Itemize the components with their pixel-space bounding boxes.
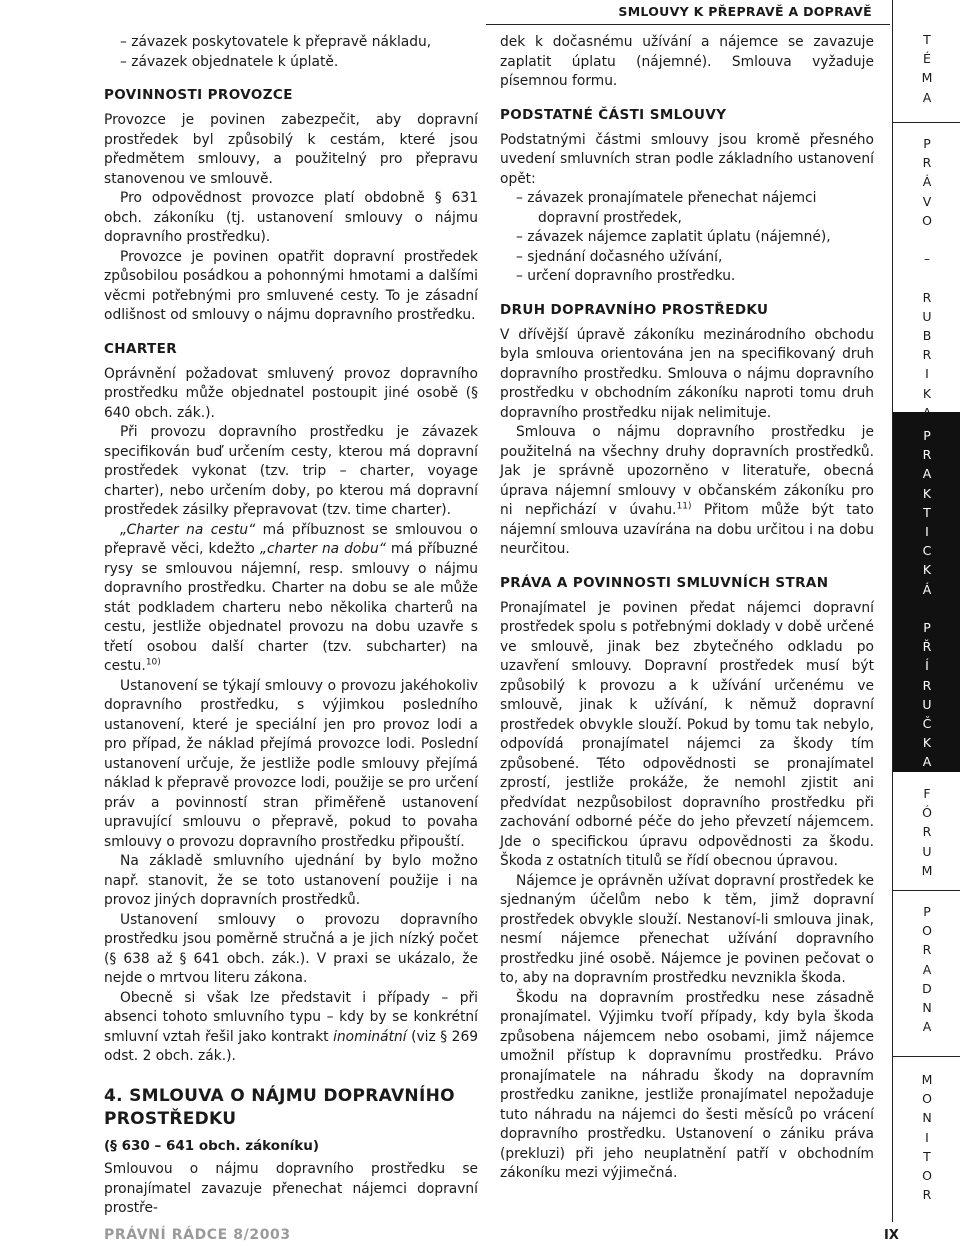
sidebar-divider [893, 1056, 960, 1057]
paragraph: Podstatnými částmi smlouvy jsou kromě přesného uvedení smluvních stran podle základního ustanovení opět: [500, 131, 874, 187]
sidebar-letter: N [922, 1000, 932, 1016]
footer-publication: PRÁVNÍ RÁDCE 8/2003 [104, 1227, 291, 1243]
sidebar-letter: M [921, 1072, 933, 1087]
sidebar-letter: T [923, 32, 931, 47]
sidebar-letter: K [922, 735, 932, 751]
footnote-ref: 10) [145, 657, 161, 668]
sidebar-letter: O [922, 923, 932, 939]
right-column [500, 33, 874, 1184]
sidebar-letter: K [922, 562, 932, 578]
sidebar-letter [925, 268, 929, 287]
paragraph [104, 521, 478, 677]
sidebar-item-forum[interactable] [893, 784, 960, 880]
heading-charter: CHARTER [104, 340, 178, 357]
sidebar-letter: Á [922, 581, 932, 597]
sidebar-letter: R [922, 289, 932, 305]
sidebar-letter: T [923, 1148, 931, 1164]
sidebar-letter: R [922, 155, 932, 171]
essentials-list [500, 189, 874, 287]
italic-term: inominátní [333, 1028, 407, 1045]
sidebar-letter [925, 230, 929, 249]
sidebar-letter: T [923, 504, 931, 520]
sidebar-letter: I [925, 524, 929, 540]
sidebar-letter: O [922, 1168, 932, 1184]
sidebar-letter: Á [922, 174, 932, 190]
sidebar-letter: C [922, 543, 932, 559]
sidebar-letter: U [922, 843, 932, 859]
list-item: – závazek poskytovatele k přepravě nákladu, [104, 33, 478, 53]
list-item: – určení dopravního prostředku. [500, 267, 874, 287]
section-sidebar [892, 0, 960, 1222]
page-number: IX [884, 1228, 899, 1243]
heading-podstatne-casti: PODSTATNÉ ČÁSTI SMLOUVY [500, 106, 727, 123]
sidebar-letter: O [922, 212, 932, 228]
header-rule [486, 24, 890, 25]
sidebar-divider [893, 890, 960, 891]
sidebar-letter: K [922, 485, 932, 501]
list-item: – závazek nájemce zaplatit úplatu (nájemné), [500, 228, 874, 248]
sidebar-letter: P [923, 904, 931, 919]
sidebar-letter: P [923, 620, 931, 636]
paragraph: Smlouvou o nájmu dopravního prostředku se pronajímatel zavazuje přenechat nájemci dopravní prostře- [104, 1161, 478, 1216]
sidebar-letter: I [925, 1129, 929, 1145]
sidebar-letter: I [925, 366, 929, 382]
sidebar-item-monitor[interactable] [893, 1070, 960, 1204]
paragraph: Pronajímatel je povinen předat nájemci dopravní prostředek spolu s potřebnými doklady v době určené ve smlouvě, jinak bez zbytečného odkladu po uzavření smlouvy. Dopravní prostředek musí být způsobilý k provozu a k užívání určenému ve smlouvě, jinak k užívání, k němuž dopravní prostředek obvykle slouží. Pokud by tomu tak nebylo, odpovídá pronajímatel nájemci za škody tím způsobené. Této odpovědnosti se pronajímatel zprostí, jestliže prokáže, že nemohl zjistit ani předvídat nezpůsobilost dopravního prostředku při zachování odborné péče do jeho převzetí nájemcem. Jde o specifickou úpravu odpovědnosti za škodu. Škoda z ostatních titulů se řídí obecnou úpravou. [500, 599, 874, 869]
list-item: – závazek objednatele k úplatě. [104, 53, 478, 73]
paragraph: dek k dočasnému užívání a nájemce se zavazuje zaplatit úplatu (nájemné). Smlouva vyžaduje písemnou formu. [500, 34, 874, 89]
text-run: Přitom může být tato nájemní smlouva uzavírána na dobu určitou i na dobu neurčitou. [500, 502, 874, 557]
paragraph: V dřívější úpravě zákoníku mezinárodního obchodu byla smlouva orientována jen na specifikovaný druh dopravního prostředku. Smlouva o nájmu dopravního prostředku v obchodním zákoníku naproti tomu druh dopravního prostředku nijak nelimituje. [500, 326, 874, 421]
paragraph: Při provozu dopravního prostředku je závazek specifikován buď určením cesty, kterou má dopravní prostředek vykonat (tzv. trip – charter, voyage charter), nebo určením doby, po kterou má dopravní prostředek zásilky přepravovat (tzv. time charter). [104, 424, 478, 518]
heading-povinnosti-provozce: POVINNOSTI PROVOZCE [104, 87, 293, 103]
sidebar-letter: A [922, 1019, 932, 1035]
page-header [0, 0, 890, 26]
sidebar-letter: U [922, 308, 932, 324]
text-run: má příbuzné rysy se smlouvou nájemní, resp. smlouvy o nájmu dopravního prostředku. Charter na dobu se ale může stát podkladem charteru nebo několika charterů na cestu, jestliže objednatel provozu na dobu uzavře s třetí osobou další charter (tzv. subcharter) na cestu. [104, 541, 478, 674]
sidebar-item-tema[interactable] [893, 30, 960, 107]
paragraph: Ustanovení se týkají smlouvy o provozu jakéhokoliv dopravního prostředku, s výjimkou posledního ustanovení, které je speciální jen pro provoz lodi a pro případ, že náklad přejímá provozce lodi. Poslední ustanovení určuje, že jestliže podle smlouvy přejímá náklad k přepravě provozce lodi, použije se pro určení práv a povinností stran přiměřeně ustanovení upravující smlouvu o přepravě, pokud to povaha smlouvy o provozu dopravního prostředku připouští. [104, 677, 478, 850]
paragraph: Ustanovení smlouvy o provozu dopravního prostředku jsou poměrně stručná a je jich nízký počet (§ 638 až § 641 obch. zák.). V praxi se ukázalo, že nejde o mrtvou literu zákona. [104, 911, 478, 986]
sidebar-letter: É [923, 51, 931, 67]
sidebar-letter: V [922, 193, 932, 209]
text-run: Smlouva o nájmu dopravního prostředku je použitelná na všechny druhy dopravních prostředků. Jak je správně upozorněno v literatuře, obecná úprava nájemní smlouvy v občanském zákoníku pro ni nepřichází v úvahu. [500, 424, 874, 518]
sidebar-letter: D [922, 980, 932, 996]
sidebar-letter: R [922, 447, 932, 463]
sidebar-letter: A [922, 89, 932, 105]
sidebar-letter: P [923, 136, 931, 151]
top-list [104, 33, 478, 72]
paragraph: Nájemce je oprávněn užívat dopravní prostředek ke sjednaným účelům nebo k těm, jimž dopravní prostředek obvykle slouží. Nestanoví-li smlouva jinak, nesmí nájemce přenechat užívání dopravního prostředku jiné osobě. Nájemce je povinen pečovat o to, aby na dopravním prostředku nevznikla škoda. [500, 872, 874, 986]
sidebar-letter: Č [922, 716, 932, 732]
sidebar-letter: A [922, 961, 932, 977]
sidebar-letter: Í [925, 658, 929, 674]
section-heading: 4. SMLOUVA O NÁJMU DOPRAVNÍHO PROSTŘEDKU [104, 1085, 455, 1129]
sidebar-letter: Ř [922, 639, 932, 655]
paragraph: Provozce je povinen zabezpečit, aby dopravní prostředek byl způsobilý k cestám, které jsou předmětem smlouvy, a použitelný pro přepravu stanovenou ve smlouvě. [104, 112, 478, 187]
sidebar-item-poradna[interactable] [893, 902, 960, 1036]
sidebar-letter: U [922, 696, 932, 712]
section-subheading: (§ 630 – 641 obch. zákoníku) [104, 1137, 320, 1154]
heading-druh-prostredku: DRUH DOPRAVNÍHO PROSTŘEDKU [500, 301, 769, 318]
paragraph [104, 989, 478, 1067]
sidebar-letter: M [921, 862, 933, 878]
paragraph: Oprávnění požadovat smluvený provoz dopravního prostředku může objednatel postoupit jiné osobě (§ 640 obch. zák.). [104, 365, 478, 421]
sidebar-letter: – [923, 251, 931, 267]
left-column [104, 33, 478, 1219]
heading-prava-povinnosti: PRÁVA A POVINNOSTI SMLUVNÍCH STRAN [500, 574, 829, 591]
sidebar-letter: O [922, 1091, 932, 1107]
paragraph [500, 423, 874, 560]
sidebar-letter: R [922, 1187, 932, 1203]
sidebar-letter: P [923, 428, 931, 443]
sidebar-letter: N [922, 1110, 932, 1126]
paragraph: Škodu na dopravním prostředku nese zásadně pronajímatel. Výjimku tvoří případy, kdy byla škoda způsobena nájemcem nebo osobami, jimž nájemce umožnil přístup k dopravnímu prostředku. Právo pronajímatele na náhradu škody na dopravním prostředku zanikne, jestliže pronajímatel nepožaduje tuto náhradu na nájemci do šesti měsíců po vrácení dopravního prostředku. Ustanovení o zániku práva (prekluzi) při jeho neuplatnění patří v obchodním zákoníku mezi výjimečná. [500, 989, 874, 1181]
sidebar-divider [893, 122, 960, 123]
sidebar-letter: M [921, 70, 933, 86]
text-run: Obecně si však lze představit i případy – při absenci tohoto smluvního typu – kdy by se konkrétní smluvní vztah řešil jako kontrakt [104, 989, 478, 1045]
paragraph: Provozce je povinen opatřit dopravní prostředek způsobilou posádkou a pohonnými hmotami a dalšími věcmi potřebnými pro smluvené cesty. To je zásadní odlišnost od smlouvy o nájmu dopravního prostředku. [104, 248, 478, 323]
sidebar-letter: R [922, 347, 932, 363]
sidebar-letter: B [922, 328, 932, 344]
list-item: – závazek pronajímatele přenechat nájemci dopravní prostředek, [500, 189, 874, 228]
paragraph: Na základě smluvního ujednání by bylo možno např. stanovit, že se toto ustanovení použije i na provoz jiných dopravních prostředků. [104, 853, 478, 908]
footnote-ref: 11) [676, 501, 692, 512]
text-run: (viz § 269 odst. 2 obch. zák.). [104, 1028, 478, 1064]
sidebar-letter: R [922, 824, 932, 840]
sidebar-letter: R [922, 677, 932, 693]
sidebar-letter: Ó [922, 805, 932, 821]
italic-term: „Charter na cestu“ [120, 521, 256, 538]
list-item: – sjednání dočasného užívání, [500, 248, 874, 268]
sidebar-item-prakticka-prirucka[interactable] [893, 412, 960, 772]
sidebar-letter: A [922, 754, 932, 770]
sidebar-letter: F [923, 786, 931, 801]
sidebar-letter: A [922, 466, 932, 482]
header-title: SMLOUVY K PŘEPRAVĚ A DOPRAVĚ [618, 4, 872, 19]
sidebar-letter: R [922, 942, 932, 958]
sidebar-letter: K [922, 385, 932, 401]
sidebar-item-pravo-rubrika[interactable] [893, 134, 960, 422]
paragraph: Pro odpovědnost provozce platí obdobně § 631 obch. zákoníku (tj. ustanovení smlouvy o nájmu dopravního prostředku). [104, 190, 478, 245]
text-run: má příbuznost se smlouvou o přepravě věci, kdežto [104, 521, 478, 557]
italic-term: „charter na dobu“ [259, 541, 386, 557]
sidebar-letter [925, 599, 929, 618]
